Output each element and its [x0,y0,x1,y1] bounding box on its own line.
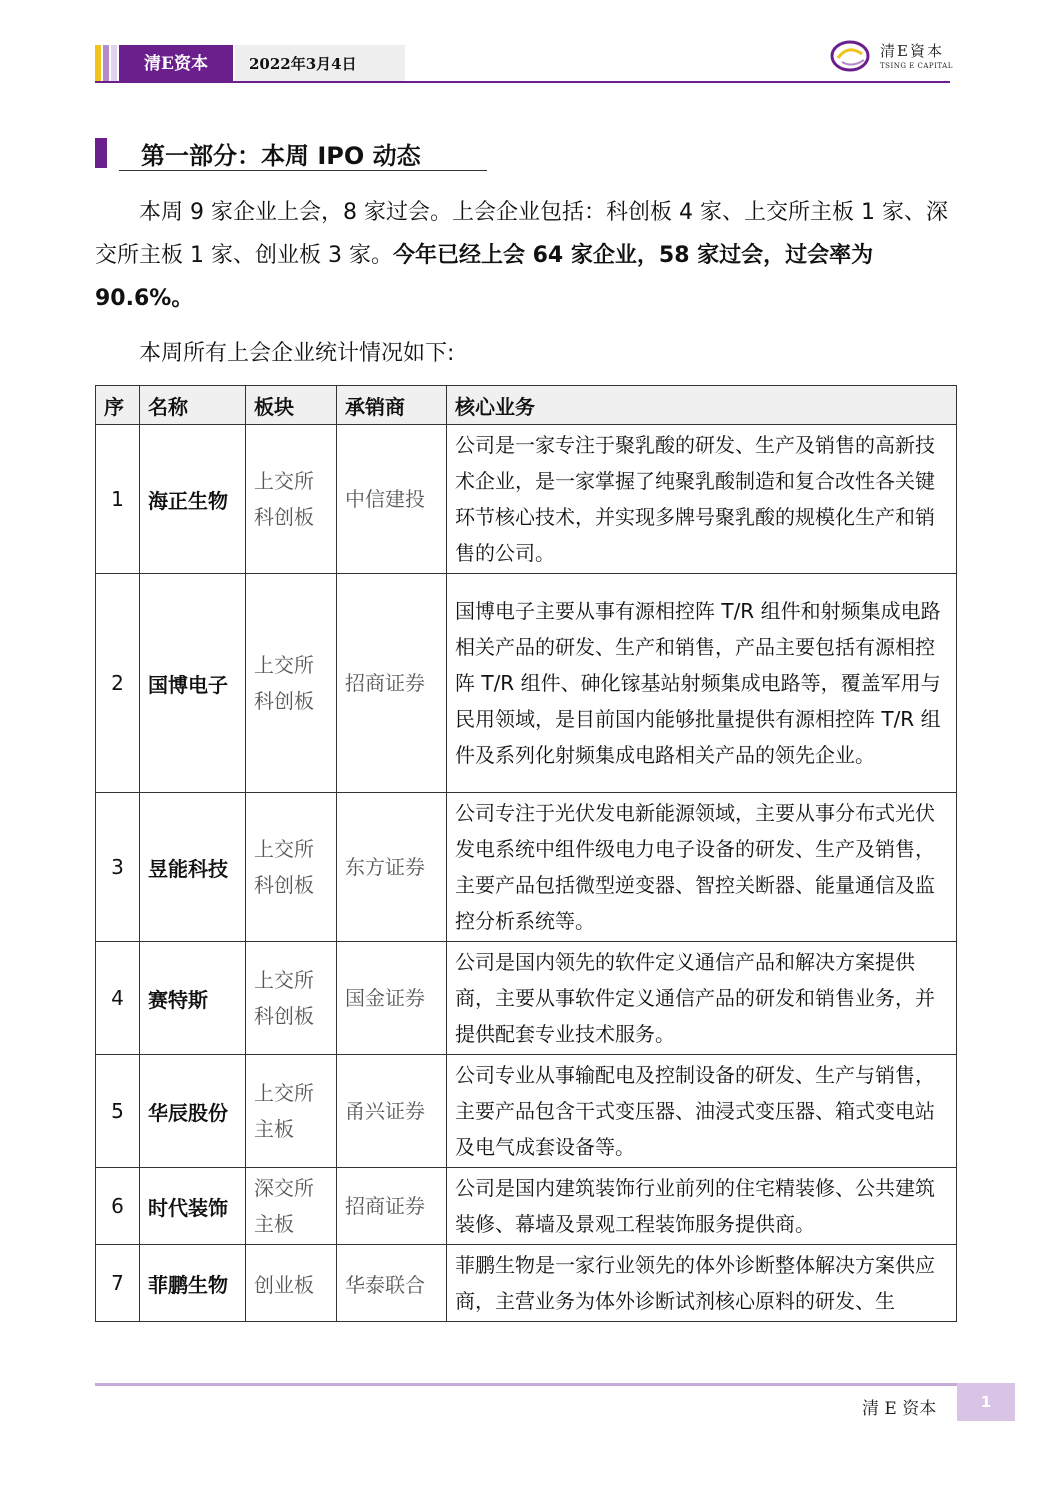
ipo-table [95,385,957,1322]
cell-underwriter: 国金证券 [337,942,447,1055]
col-header-board: 板块 [246,386,337,425]
table-row [96,942,957,1055]
cell-underwriter: 招商证券 [337,1168,447,1245]
cell-business: 公司专注于光伏发电新能源领域，主要从事分布式光伏发电系统中组件级电力电子设备的研发、生产及销售，主要产品包括微型逆变器、智控关断器、能量通信及监控分析系统等。 [447,793,957,942]
cell-board: 上交所科创板 [246,574,337,793]
table-header-row [96,386,957,425]
cell-underwriter: 招商证券 [337,574,447,793]
header-decor-bar [103,45,109,83]
header-date: 2022年3月4日 [235,45,405,83]
header-rule [95,81,950,83]
table-row [96,1055,957,1168]
section-underline [119,170,487,171]
cell-business: 公司是一家专注于聚乳酸的研发、生产及销售的高新技术企业，是一家掌握了纯聚乳酸制造和复合改性各关键环节核心技术，并实现多牌号聚乳酸的规模化生产和销售的公司。 [447,425,957,574]
page-number: 1 [957,1383,1015,1421]
intro-text: 本周 9 家企业上会，8 家过会。上会企业包括：科创板 4 家、上交所主板 1 家、深交所主板 1 家、创业板 3 家。 [95,200,948,268]
cell-board: 深交所主板 [246,1168,337,1245]
footer-rule [95,1383,957,1386]
cell-name: 海正生物 [140,425,246,574]
cell-board: 上交所主板 [246,1055,337,1168]
cell-board: 创业板 [246,1245,337,1322]
page-header [95,45,950,83]
intro-paragraph [95,191,957,320]
table-row [96,1245,957,1322]
cell-index: 5 [96,1055,140,1168]
cell-name: 国博电子 [140,574,246,793]
header-brand: 清E资本 [119,45,233,83]
table-row [96,793,957,942]
col-header-name: 名称 [140,386,246,425]
table-row [96,574,957,793]
cell-name: 赛特斯 [140,942,246,1055]
table-intro: 本周所有上会企业统计情况如下: [139,341,455,366]
section-title: 第一部分：本周 IPO 动态 [141,142,421,170]
section-marker [95,138,107,168]
col-header-underwriter: 承销商 [337,386,447,425]
cell-board: 上交所科创板 [246,425,337,574]
logo-subtitle: TSING E CAPITAL [880,62,953,70]
cell-index: 1 [96,425,140,574]
cell-business: 公司是国内领先的软件定义通信产品和解决方案提供商，主要从事软件定义通信产品的研发和销售业务，并提供配套专业技术服务。 [447,942,957,1055]
cell-board: 上交所科创板 [246,942,337,1055]
cell-index: 2 [96,574,140,793]
cell-underwriter: 甬兴证券 [337,1055,447,1168]
cell-name: 菲鹏生物 [140,1245,246,1322]
cell-index: 6 [96,1168,140,1245]
cell-business: 公司是国内建筑装饰行业前列的住宅精装修、公共建筑装修、幕墙及景观工程装饰服务提供商。 [447,1168,957,1245]
table-row [96,425,957,574]
cell-name: 华辰股份 [140,1055,246,1168]
cell-name: 昱能科技 [140,793,246,942]
logo-text: 清E資本 [880,42,944,60]
cell-business: 国博电子主要从事有源相控阵 T/R 组件和射频集成电路相关产品的研发、生产和销售，产品主要包括有源相控阵 T/R 组件、砷化镓基站射频集成电路等，覆盖军用与民用领域，是目前国内能够批量提供有源相控阵 T/R 组件及系列化射频集成电路相关产品的领先企业。 [447,574,957,793]
col-header-business: 核心业务 [447,386,957,425]
footer-brand: 清 E 资本 [862,1399,937,1419]
cell-name: 时代装饰 [140,1168,246,1245]
cell-index: 7 [96,1245,140,1322]
cell-index: 3 [96,793,140,942]
cell-underwriter: 华泰联合 [337,1245,447,1322]
cell-underwriter: 东方证券 [337,793,447,942]
cell-index: 4 [96,942,140,1055]
header-decor-bar [111,45,117,83]
header-decor-bar [95,45,101,83]
cell-underwriter: 中信建投 [337,425,447,574]
cell-board: 上交所科创板 [246,793,337,942]
col-header-index: 序 [96,386,140,425]
table-row [96,1168,957,1245]
intro-bold-text: 今年已经上会 64 家企业，58 家过会，过会率为 90.6%。 [95,243,874,311]
section-heading [95,138,490,172]
cell-business: 公司专业从事输配电及控制设备的研发、生产与销售，主要产品包含干式变压器、油浸式变压器、箱式变电站及电气成套设备等。 [447,1055,957,1168]
cell-business: 菲鹏生物是一家行业领先的体外诊断整体解决方案供应商，主营业务为体外诊断试剂核心原料的研发、生 [447,1245,957,1322]
